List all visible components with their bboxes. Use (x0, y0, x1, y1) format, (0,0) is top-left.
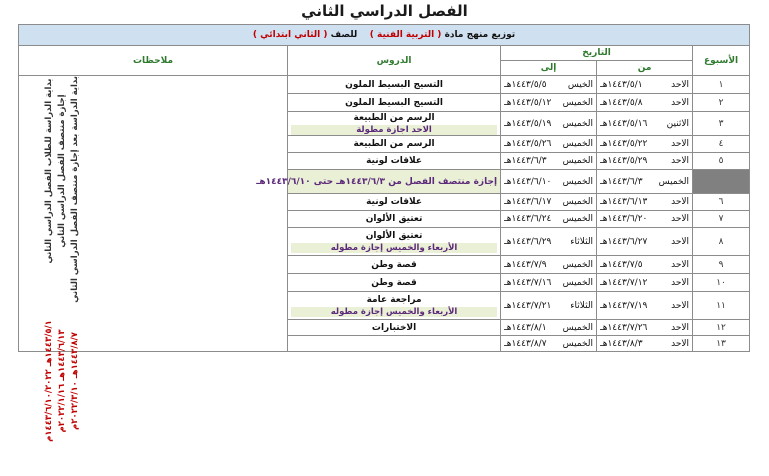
to-date: ١٤٤٣/٦/٢٤هـ (504, 214, 552, 224)
from-date: ١٤٤٣/٦/٢٠هـ (600, 214, 648, 224)
remarks-column-header: ملاحظات (19, 46, 288, 76)
week-number: ١١ (693, 292, 750, 320)
remarks-cell (19, 76, 288, 442)
distribution-prefix: توزيع منهج مادة (444, 30, 516, 40)
table-row (19, 76, 750, 94)
remark-line: بداية الدراسة للطلاب الفصل الدراسي الثاني (44, 78, 54, 264)
from-date-cell (597, 256, 693, 274)
to-date: ١٤٤٣/٥/٥هـ (504, 79, 547, 90)
to-date-cell (501, 274, 597, 292)
to-date: ١٤٤٣/٧/١٦هـ (504, 277, 552, 288)
week-number: ٧ (693, 211, 750, 228)
from-day: الاحد (671, 97, 690, 108)
to-date: ١٤٤٣/٦/١٠هـ (504, 176, 552, 187)
from-date-cell (597, 112, 693, 136)
lesson-title: تعتيق الألوان (365, 214, 423, 224)
lesson-title: التسيج البسيط الملون (345, 97, 443, 108)
lesson-cell (288, 153, 501, 170)
from-date-cell (597, 336, 693, 352)
week-number: ٢ (693, 94, 750, 112)
from-day: الاحد (671, 139, 690, 149)
lesson-cell (288, 320, 501, 336)
to-date-cell (501, 336, 597, 352)
from-day: الاحد (671, 197, 690, 207)
from-date: ١٤٤٣/٥/٢٩هـ (600, 156, 648, 166)
from-date: ١٤٤٣/٨/٣هـ (600, 338, 643, 349)
from-day: الاحد (671, 236, 690, 247)
from-date-cell (597, 274, 693, 292)
from-date-cell (597, 194, 693, 211)
week-number (693, 170, 750, 194)
from-date: ١٤٤٣/٧/١٩هـ (600, 300, 648, 311)
lesson-cell (288, 256, 501, 274)
holiday-note: الاحد اجازة مطولة (291, 125, 497, 135)
from-date: ١٤٤٣/٥/٢٢هـ (600, 139, 648, 149)
week-number: ١ (693, 76, 750, 94)
to-date-cell (501, 136, 597, 153)
to-date-cell (501, 112, 597, 136)
week-number: ٣ (693, 112, 750, 136)
lesson-cell (288, 194, 501, 211)
to-date-cell (501, 94, 597, 112)
to-day: الخيس (567, 79, 594, 90)
from-date: ١٤٤٣/٦/١٣هـ (600, 197, 648, 207)
lesson-title: علاقات لونية (366, 197, 423, 207)
from-day: الاحد (671, 259, 690, 270)
to-date: ١٤٤٣/٥/٢٦هـ (504, 139, 552, 149)
from-column-header: من (597, 61, 693, 76)
distribution-header-row (19, 25, 750, 46)
page-title: الفصل الدراسي الثاني (301, 2, 468, 20)
grade-name: ( الثاني ابتدائي ) (252, 30, 328, 40)
remark-line: بداية الدراسة بعد إجازة منتصف الفصل الدراسي الثاني (70, 76, 80, 303)
to-day: الخميس (562, 259, 594, 270)
lesson-cell (288, 292, 501, 320)
lesson-title: مراجعة عامة (366, 294, 422, 305)
from-date-cell (597, 94, 693, 112)
grade-prefix: للصف (330, 30, 358, 40)
from-date: ١٤٤٣/٥/١٦هـ (600, 118, 648, 129)
from-date: ١٤٤٣/٧/٥هـ (600, 259, 643, 270)
remark-line: ١٤٤٣/٨/٧هـ ٢٠٢٢/٣/١٠م (70, 332, 80, 430)
lessons-column-header: الدروس (288, 46, 501, 76)
to-day: الخميس (562, 338, 594, 349)
week-number: ١٢ (693, 320, 750, 336)
from-date-cell (597, 153, 693, 170)
schedule-table (18, 24, 750, 442)
to-date-cell (501, 228, 597, 256)
to-date: ١٤٤٣/٥/١٩هـ (504, 118, 552, 129)
week-number: ٨ (693, 228, 750, 256)
lesson-title: التسيج البسيط الملون (345, 79, 443, 90)
to-day: الخميس (562, 156, 594, 166)
lesson-title: الرسم من الطبيعة (353, 112, 435, 123)
subject-name: ( التربية الفنية ) (369, 30, 442, 40)
lesson-cell (288, 94, 501, 112)
week-number: ٦ (693, 194, 750, 211)
lesson-title: علاقات لونية (366, 156, 423, 166)
week-number: ٥ (693, 153, 750, 170)
lesson-title: الاختبارات (371, 322, 417, 333)
from-date-cell (597, 170, 693, 194)
from-date-cell (597, 136, 693, 153)
to-day: الخميس (562, 214, 594, 224)
from-date-cell (597, 228, 693, 256)
to-date: ١٤٤٣/٦/٢٩هـ (504, 236, 552, 247)
column-header-row-1 (19, 46, 750, 61)
lesson-cell (288, 136, 501, 153)
lesson-title: الرسم من الطبيعة (353, 139, 435, 149)
from-date-cell (597, 76, 693, 94)
to-date: ١٤٤٣/٥/١٢هـ (504, 97, 552, 108)
to-date: ١٤٤٣/٦/٣هـ (504, 156, 547, 166)
week-number: ٩ (693, 256, 750, 274)
to-date: ١٤٤٣/٧/٢١هـ (504, 300, 552, 311)
to-date-cell (501, 153, 597, 170)
holiday-note: الأربعاء والخميس إجازة مطوله (291, 307, 497, 317)
lesson-cell (288, 228, 501, 256)
to-date: ١٤٤٣/٨/٧هـ (504, 338, 547, 349)
lesson-cell (288, 336, 501, 352)
lesson-title: تعتيق الألوان (365, 230, 423, 241)
week-number: ١٣ (693, 336, 750, 352)
week-number: ٤ (693, 136, 750, 153)
from-date: ١٤٤٣/٥/٨هـ (600, 97, 643, 108)
midterm-break-note: إجازة منتصف الفصل من ١٤٤٣/٦/٣هـ حتى ١٤٤٣/٦/١٠هـ (288, 170, 501, 194)
to-date-cell (501, 320, 597, 336)
to-day: الخميس (562, 139, 594, 149)
to-date: ١٤٤٣/٦/١٧هـ (504, 197, 552, 207)
week-column-header: الأسبوع (693, 46, 750, 76)
date-column-header: التاريخ (501, 46, 693, 61)
to-day: الخميس (562, 176, 594, 187)
from-day: الاحد (671, 214, 690, 224)
to-day: الخميس (562, 118, 594, 129)
from-date: ١٤٤٣/٥/١هـ (600, 79, 643, 90)
from-date: ١٤٤٣/٧/٢٦هـ (600, 322, 648, 333)
from-date: ١٤٤٣/٧/١٢هـ (600, 277, 648, 288)
to-date-cell (501, 170, 597, 194)
from-date-cell (597, 211, 693, 228)
to-column-header: إلى (501, 61, 597, 76)
from-day: الاحد (671, 300, 690, 311)
from-day: الاحد (671, 277, 690, 288)
from-day: الاثنين (666, 118, 690, 129)
to-date-cell (501, 194, 597, 211)
from-day: الاحد (671, 322, 690, 333)
lesson-cell (288, 76, 501, 94)
lesson-cell (288, 211, 501, 228)
to-day: الخميس (562, 197, 594, 207)
to-date-cell (501, 256, 597, 274)
to-day: الثلاثاء (570, 236, 594, 247)
lesson-cell (288, 274, 501, 292)
to-day: الخميس (562, 97, 594, 108)
to-day: الخميس (562, 277, 594, 288)
distribution-header (19, 25, 750, 46)
from-day: الخميس (658, 176, 690, 187)
remark-line: ١٤٤٣/٥/١هـ ١٤٤٣/٦/١٠/٢٠٢٢م (44, 320, 54, 442)
from-day: الاحد (671, 156, 690, 166)
to-day: الثلاثاء (570, 300, 594, 311)
to-date: ١٤٤٣/٨/١هـ (504, 322, 547, 333)
to-day: الخميس (562, 322, 594, 333)
remark-line: ١٤٤٣/٦/١٣هـ ٢٠٢٢/١/١٦م (57, 329, 67, 433)
to-date: ١٤٤٣/٧/٩هـ (504, 259, 547, 270)
holiday-note: الأربعاء والخميس إجازة مطوله (291, 243, 497, 253)
lesson-cell (288, 112, 501, 136)
from-date: ١٤٤٣/٦/٣هـ (600, 176, 643, 187)
lesson-title: قصة وطن (371, 259, 417, 270)
from-day: الاحد (671, 338, 690, 349)
from-date-cell (597, 292, 693, 320)
to-date-cell (501, 211, 597, 228)
from-date: ١٤٤٣/٦/٢٧هـ (600, 236, 648, 247)
from-day: الاحد (671, 79, 690, 90)
lesson-title: قصة وطن (371, 277, 417, 288)
week-number: ١٠ (693, 274, 750, 292)
to-date-cell (501, 76, 597, 94)
from-date-cell (597, 320, 693, 336)
remark-line: إجازة منتصف الفصل الدراسي الثاني (57, 94, 67, 248)
to-date-cell (501, 292, 597, 320)
